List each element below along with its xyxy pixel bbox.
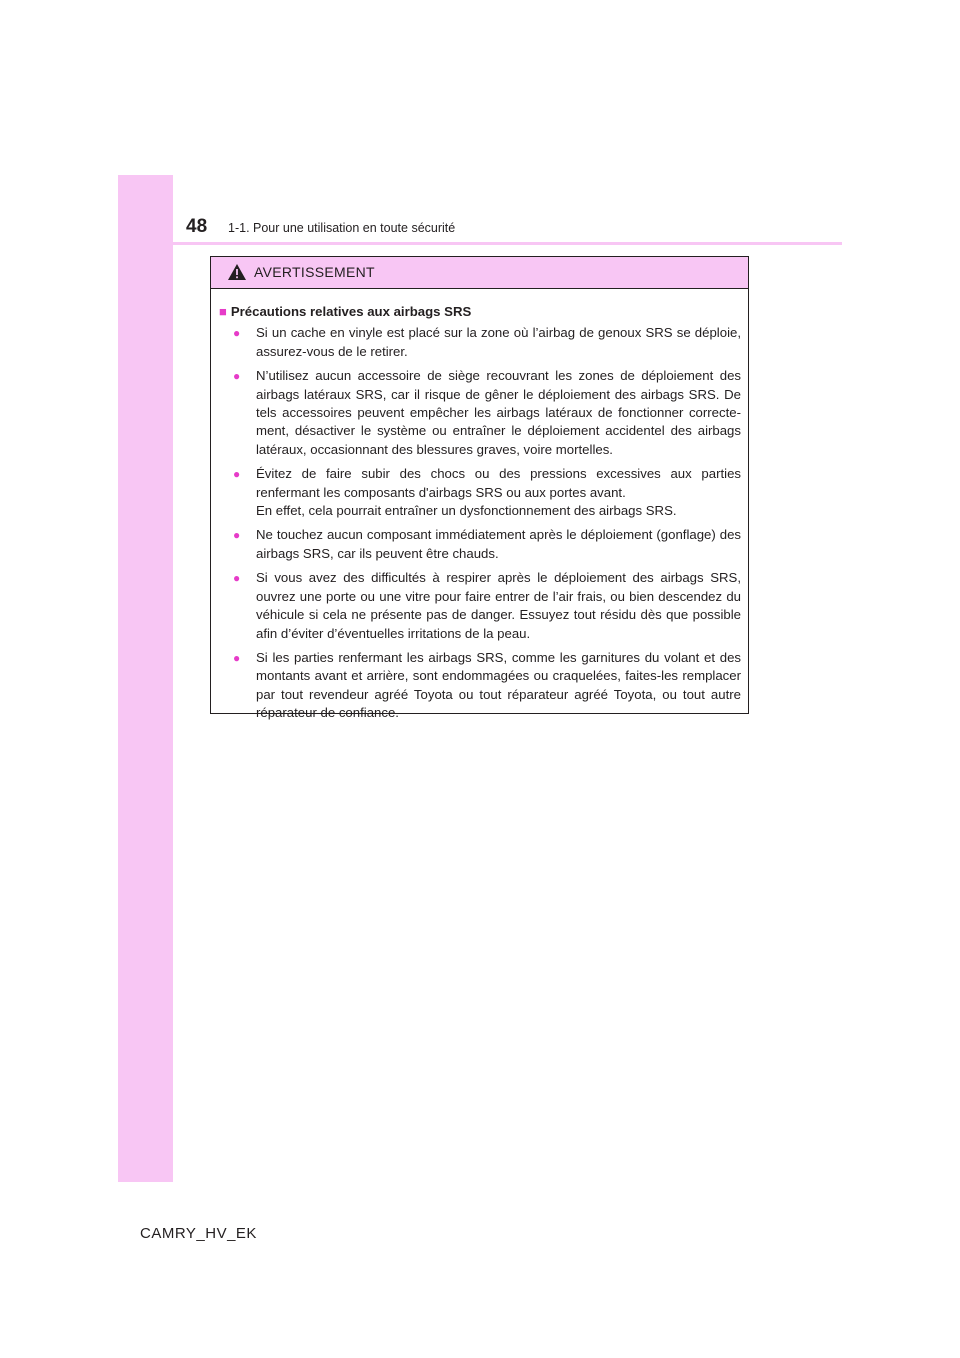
- round-bullet-icon: ●: [233, 326, 241, 341]
- warning-list-item: [219, 526, 741, 563]
- warning-item-text: [256, 649, 741, 723]
- round-bullet-icon: ●: [233, 528, 241, 543]
- warning-list-item: [219, 649, 741, 723]
- warning-item-text: [256, 465, 741, 520]
- warning-list-item: [219, 465, 741, 520]
- warning-list-item: [219, 324, 741, 361]
- warning-item-paragraph: Ne touchez aucun composant immédiatement après le déploiement (gonflage) des airbags SRS, car ils peuvent être chauds.: [256, 527, 741, 561]
- round-bullet-icon: ●: [233, 650, 241, 665]
- warning-triangle-icon: [227, 263, 247, 281]
- warning-item-text: [256, 526, 741, 563]
- warning-item-text: [256, 367, 741, 459]
- warning-item-paragraph: Si un cache en vinyle est placé sur la zone où l’airbag de genoux SRS se déploie, assurez-vous de le retirer.: [256, 325, 741, 359]
- warning-item-text: [256, 324, 741, 361]
- chapter-side-tab: [118, 175, 173, 1182]
- warning-item-paragraph: En effet, cela pourrait entraîner un dysfonctionnement des airbags SRS.: [256, 503, 677, 519]
- subsection-heading: [219, 303, 741, 321]
- bullet-list: [219, 324, 741, 722]
- round-bullet-icon: ●: [233, 467, 241, 482]
- warning-item-paragraph: Évitez de faire subir des chocs ou des pressions excessives aux parties renfermant les composants d'airbags SRS ou aux portes avant.: [256, 466, 741, 500]
- warning-item-paragraph: N’utilisez aucun accessoire de siège recouvrant les zones de déploiement des airbags latéraux SRS, car il risque de gêner le déploiement des airbags SRS. De tels accessoires peuvent empêcher les airbags latéraux de fonctionner correcte-ment, désactiver le système ou entraîner le déploiement accidentel des airbags latéraux, occasionnant des blessures graves, voire mortelles.: [256, 368, 741, 457]
- page-number: 48: [186, 216, 208, 237]
- warning-title: AVERTISSEMENT: [254, 264, 375, 280]
- subsection-title: Précautions relatives aux airbags SRS: [230, 304, 472, 319]
- warning-list-item: [219, 569, 741, 643]
- warning-body: [211, 289, 748, 723]
- warning-box: [210, 256, 749, 721]
- round-bullet-icon: ●: [233, 369, 241, 384]
- warning-item-text: [256, 569, 741, 643]
- warning-item-paragraph: Si les parties renfermant les airbags SRS, comme les garnitures du volant et des montants avant et arrière, sont endommagées ou craquelées, faites-les remplacer par tout revendeur agréé Toyota ou tout réparateur agréé Toyota, ou tout autre réparateur de confiance.: [256, 649, 741, 721]
- warning-item-paragraph: Si vous avez des difficultés à respirer après le déploiement des airbags SRS, ouvrez une porte ou une vitre pour faire entrer de l’air frais, ou bien descendez du véhicule si cela ne présente pas de danger. Essuyez tout résidu dès que possible afin d’éviter d’éventuelles irritations de la peau.: [256, 570, 741, 641]
- round-bullet-icon: ●: [233, 571, 241, 586]
- square-bullet-icon: ■: [219, 304, 227, 319]
- header-divider: [118, 242, 842, 245]
- section-title: 1-1. Pour une utilisation en toute sécurité: [228, 221, 456, 235]
- model-code: CAMRY_HV_EK: [140, 1225, 257, 1242]
- warning-list-item: [219, 367, 741, 459]
- warning-header: [211, 257, 748, 289]
